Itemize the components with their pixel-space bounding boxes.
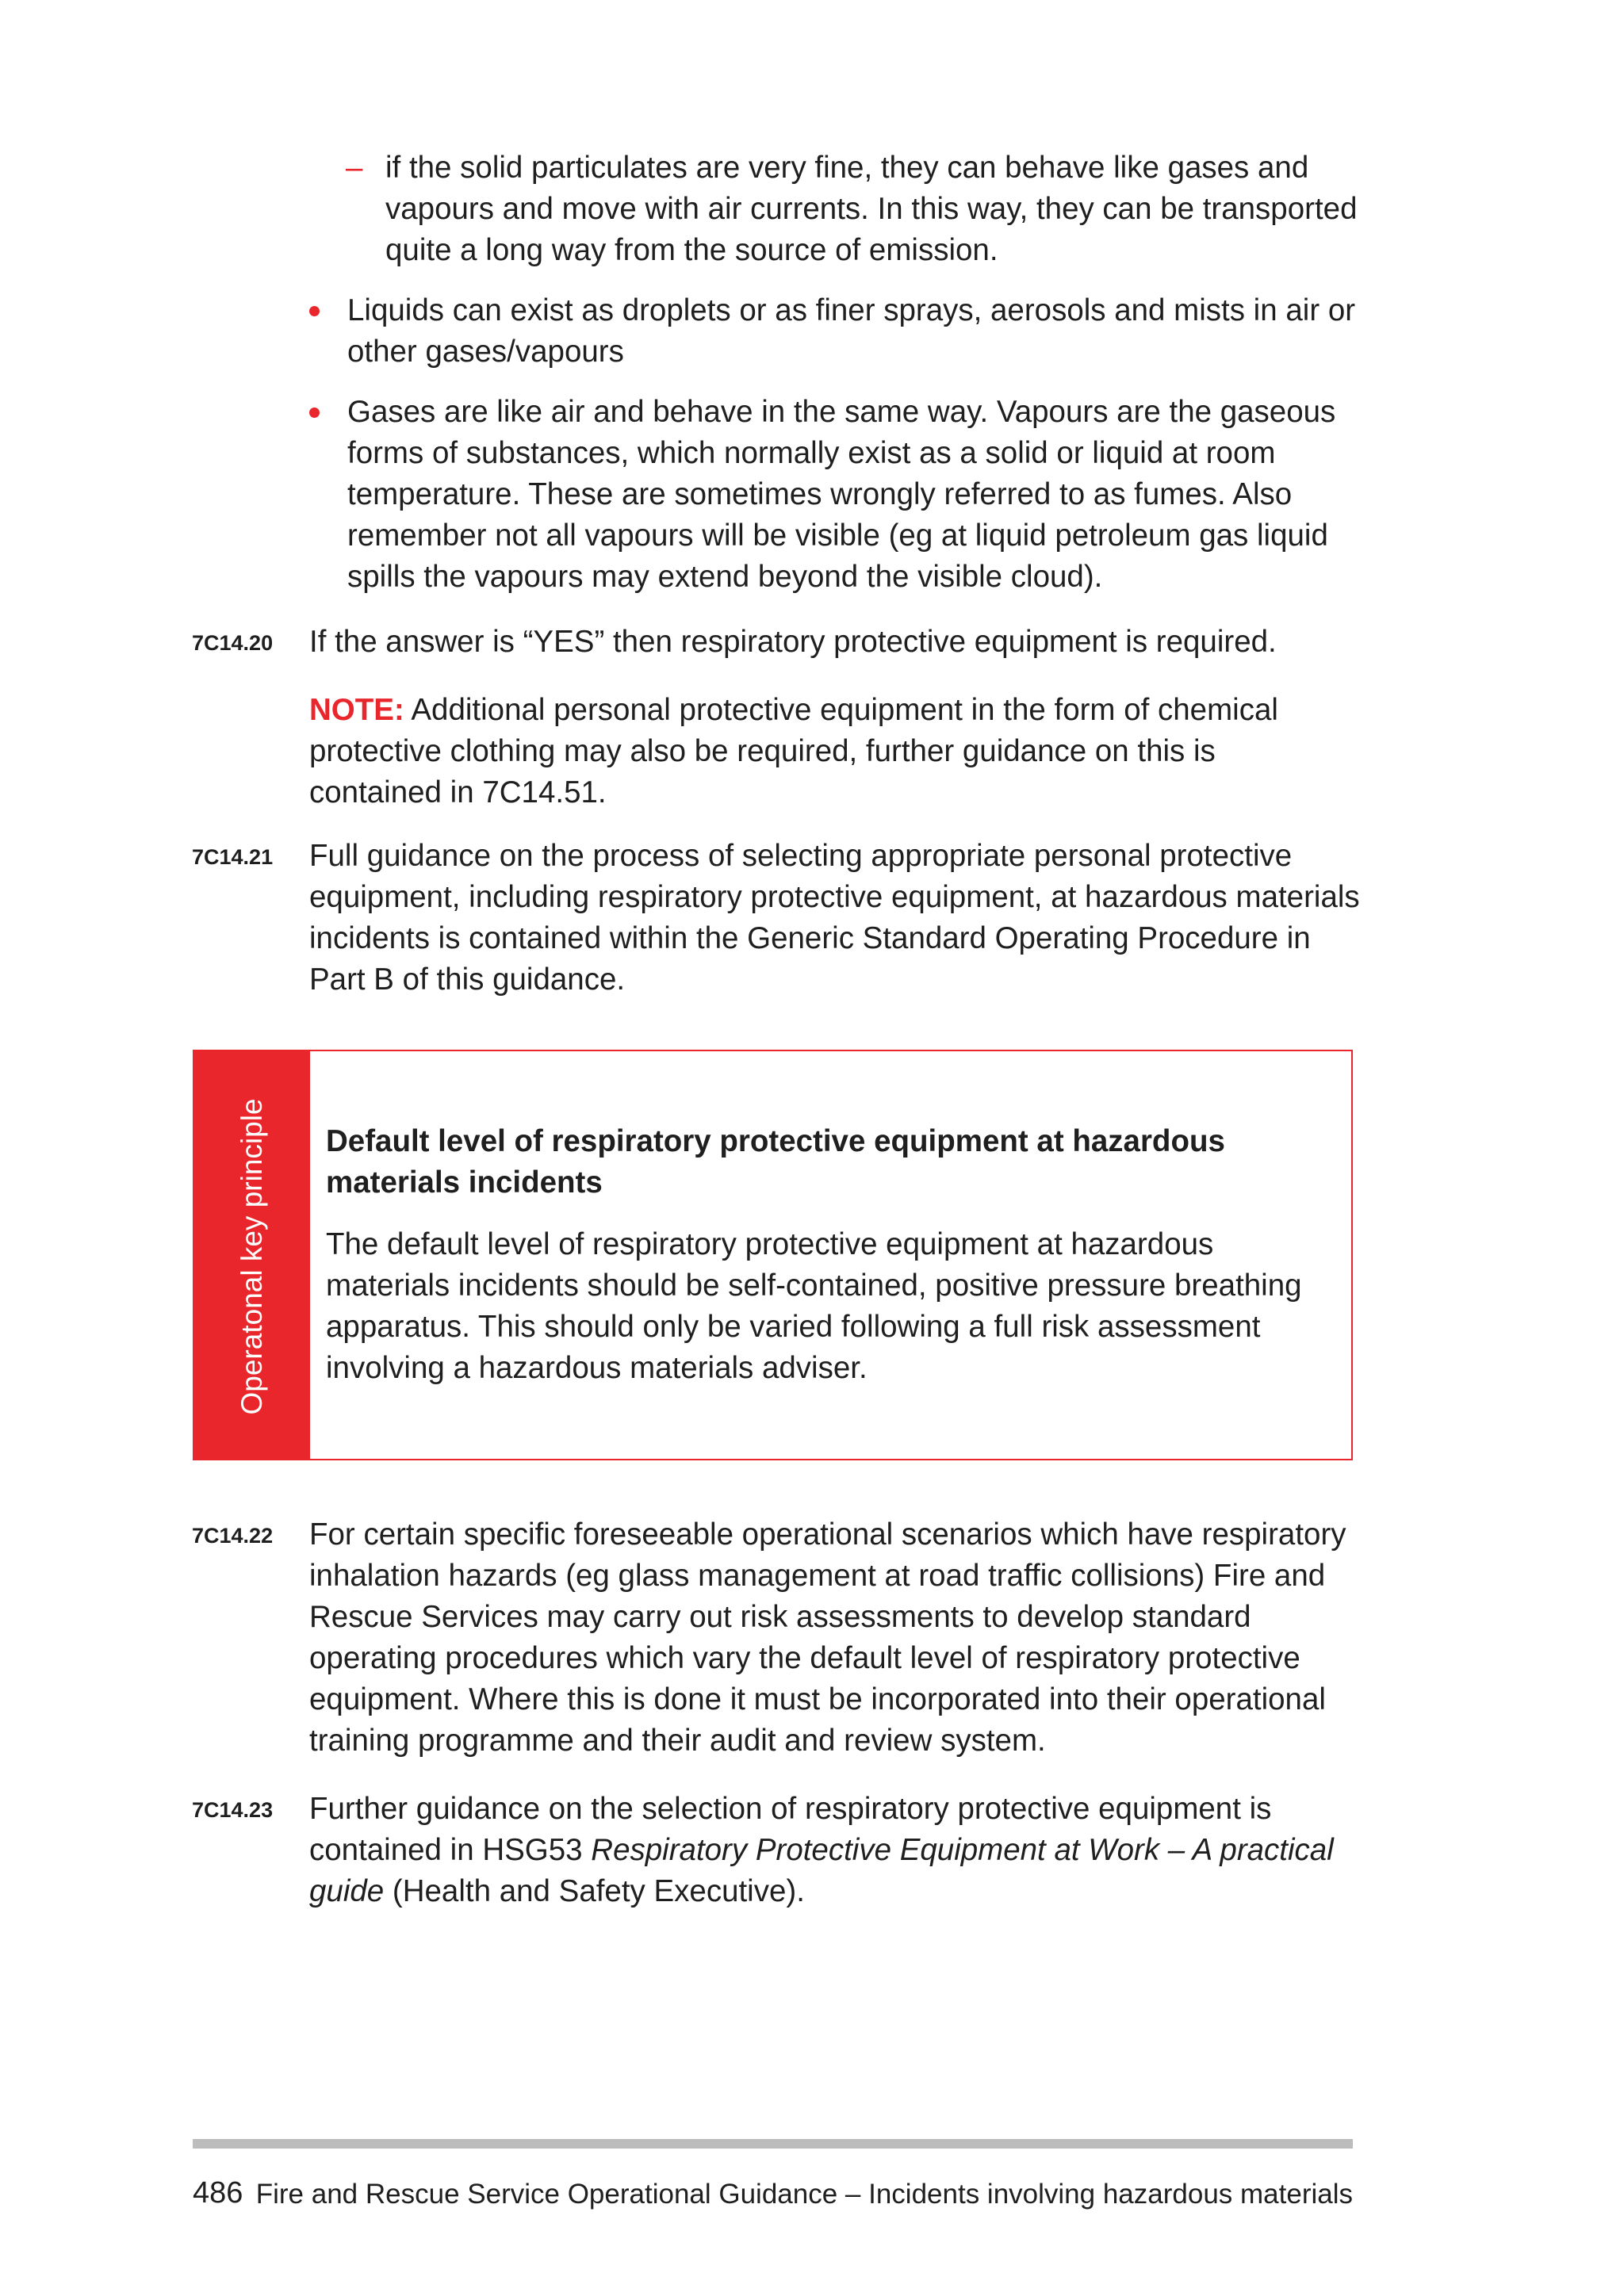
key-principle-content (326, 1121, 1333, 1389)
bullet-dot-icon (309, 408, 320, 418)
paragraph-text (309, 1789, 1364, 1912)
operational-key-principle-box (193, 1050, 1353, 1460)
note-label: NOTE: (309, 693, 404, 727)
paragraph-number: 7C14.22 (192, 1524, 274, 1548)
paragraph-text-start: Further guidance on the selection of respiratory protective equipment is contained in HSG53 (309, 1792, 1272, 1867)
paragraph-text: Full guidance on the process of selecting appropriate personal protective equipment, including respiratory protective equipment, at hazardous materials incidents is contained within the Generic Standard Operating Procedure in Part B of this guidance. (309, 839, 1360, 997)
dash-marker: – (346, 151, 363, 185)
bullet-dot-icon (309, 306, 320, 316)
bullet-text: Liquids can exist as droplets or as finer sprays, aerosols and mists in air or other gases/vapours (347, 293, 1356, 369)
paragraph-text-end: (Health and Safety Executive). (384, 1874, 805, 1908)
paragraph-number: 7C14.23 (192, 1798, 274, 1822)
publication-title: Respiratory Protective Equipment at Work – A practical guide (309, 1833, 1334, 1908)
paragraph-number: 7C14.20 (192, 631, 274, 655)
dash-item-text: if the solid particulates are very fine, they can behave like gases and vapours and move with air currents. In this way, they can be transported quite a long way from the source of emission. (385, 151, 1358, 267)
key-principle-title: Default level of respiratory protective equipment at hazardous materials incidents (326, 1124, 1225, 1200)
paragraph-text: If the answer is “YES” then respiratory protective equipment is required. (309, 625, 1277, 659)
key-principle-side-bar (194, 1051, 310, 1459)
paragraph-text: For certain specific foreseeable operational scenarios which have respiratory inhalation hazards (eg glass management at road traffic collisions) Fire and Rescue Services may carry out risk assessments to develop standard operating procedures which vary the default level of respiratory protective equipment. Where this is done it must be incorporated into their operational training programme and their audit and review system. (309, 1517, 1346, 1758)
paragraph-number: 7C14.21 (192, 845, 274, 869)
note-text: Additional personal protective equipment in the form of chemical protective clothing may also be required, further guidance on this is contained in 7C14.51. (309, 693, 1278, 809)
footer-document-title: Fire and Rescue Service Operational Guidance – Incidents involving hazardous materials (255, 2179, 1353, 2210)
key-principle-side-label: Operatonal key principle (236, 1098, 268, 1415)
page-number: 486 (193, 2176, 243, 2210)
note-block (309, 690, 1348, 813)
footer-rule (193, 2139, 1353, 2149)
bullet-text: Gases are like air and behave in the same way. Vapours are the gaseous forms of substances, which normally exist as a solid or liquid at room temperature. These are sometimes wrongly referred to as fumes. Also remember not all vapours will be visible (eg at liquid petroleum gas liquid spills the vapours may extend beyond the visible cloud). (347, 395, 1336, 594)
key-principle-body: The default level of respiratory protective equipment at hazardous materials incidents should be self-contained, positive pressure breathing apparatus. This should only be varied following a full risk assessment involving a hazardous materials adviser. (326, 1227, 1302, 1385)
